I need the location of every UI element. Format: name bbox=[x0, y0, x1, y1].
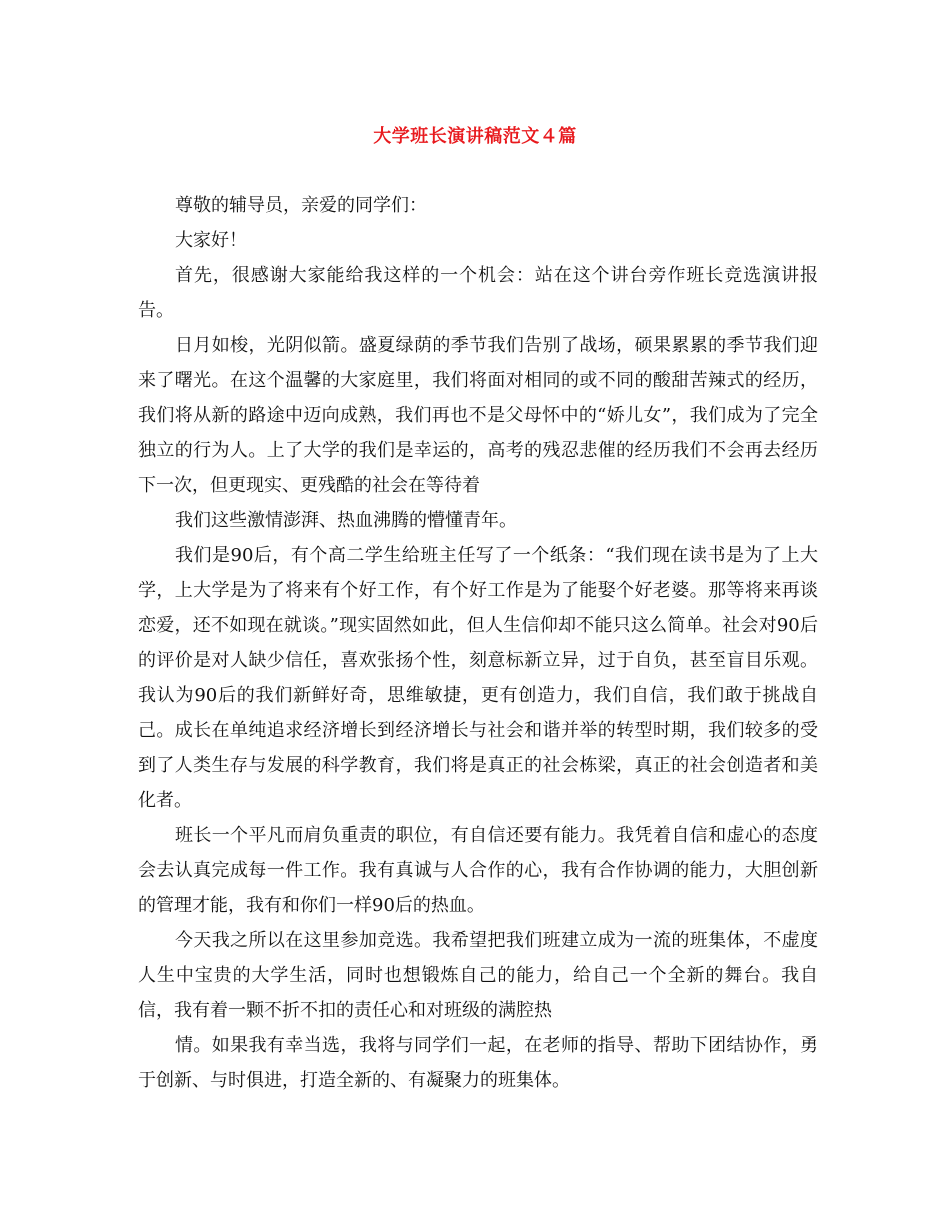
document-title: 大学班长演讲稿范文４篇 bbox=[373, 126, 577, 147]
greeting: 大家好！ bbox=[175, 230, 247, 251]
paragraph: 首先，很感谢大家能给我这样的一个机会：站在这个讲台旁作班长竞选演讲报告。 bbox=[138, 265, 818, 321]
paragraph: 今天我之所以在这里参加竞选。我希望把我们班建立成为一流的班集体，不虚度人生中宝贵的大学生活，同时也想锻炼自己的能力，给自己一个全新的舞台。我自信，我有着一颗不折不扣的责任心和对班级的满腔热 bbox=[138, 930, 818, 1021]
paragraph: 班长一个平凡而肩负重责的职位，有自信还要有能力。我凭着自信和虚心的态度会去认真完成每一件工作。我有真诚与人合作的心，我有合作协调的能力，大胆创新的管理才能，我有和你们一样90后的热血。 bbox=[138, 825, 818, 916]
paragraph: 情。如果我有幸当选，我将与同学们一起，在老师的指导、帮助下团结协作，勇于创新、与时俱进，打造全新的、有凝聚力的班集体。 bbox=[138, 1035, 818, 1091]
paragraph: 我们这些激情澎湃、热血沸腾的懵懂青年。 bbox=[175, 510, 517, 531]
paragraph: 日月如梭，光阴似箭。盛夏绿荫的季节我们告别了战场，硕果累累的季节我们迎来了曙光。在这个温馨的大家庭里，我们将面对相同的或不同的酸甜苦辣式的经历，我们将从新的路途中迈向成熟，我们再也不是父母怀中的“娇儿女”，我们成为了完全独立的行为人。上了大学的我们是幸运的，高考的残忍悲催的经历我们不会再去经历下一次，但更现实、更残酷的社会在等待着 bbox=[138, 335, 818, 496]
salutation: 尊敬的辅导员，亲爱的同学们： bbox=[175, 195, 427, 216]
paragraph: 我们是90后，有个高二学生给班主任写了一个纸条：“我们现在读书是为了上大学，上大学是为了将来有个好工作，有个好工作是为了能娶个好老婆。那等将来再谈恋爱，还不如现在就谈。”现实固然如此，但人生信仰却不能只这么简单。社会对90后的评价是对人缺少信任，喜欢张扬个性，刻意标新立异，过于自负，甚至盲目乐观。我认为90后的我们新鲜好奇，思维敏捷，更有创造力，我们自信，我们敢于挑战自己。成长在单纯追求经济增长到经济增长与社会和谐并举的转型时期，我们较多的受到了人类生存与发展的科学教育，我们将是真正的社会栋梁，真正的社会创造者和美化者。 bbox=[138, 545, 818, 811]
document-body bbox=[138, 188, 818, 1098]
